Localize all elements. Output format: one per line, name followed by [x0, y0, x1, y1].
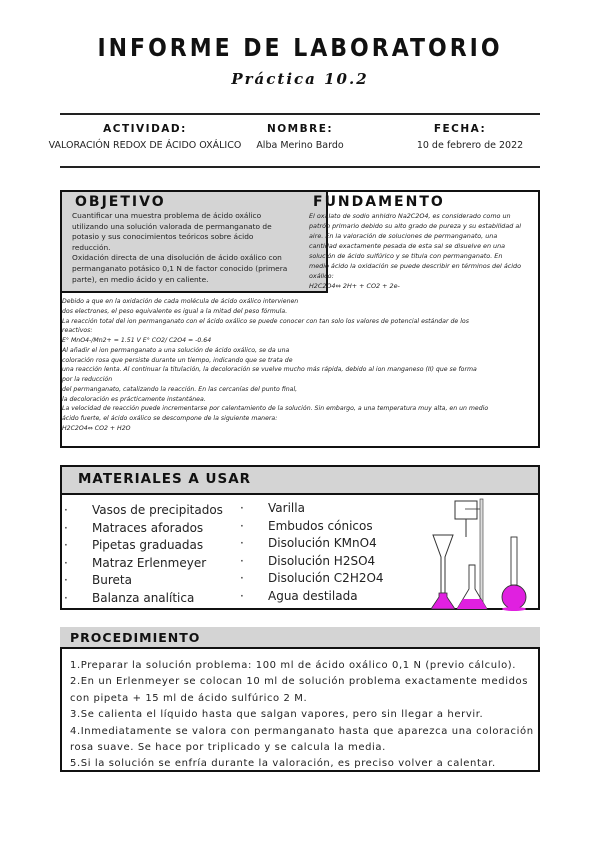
fundamento-text	[309, 211, 541, 291]
lab-glassware-icon	[425, 497, 535, 615]
list-item: · Matraces aforados	[64, 520, 204, 535]
fundamento-line: patrón primario debido su alto grado de pureza y su estabilidad al	[309, 222, 522, 230]
body-line: Al añadir el ion permanganato a una solución de ácido oxálico, se da una	[62, 346, 290, 354]
header-divider	[60, 166, 540, 168]
list-item: · Disolución C2H2O4	[240, 571, 384, 585]
objetivo-line: reducción.	[72, 242, 111, 252]
fundamento-title: FUNDAMENTO	[313, 194, 445, 210]
objetivo-title: OBJETIVO	[75, 194, 166, 210]
name-value: Alba Merino Bardo	[256, 140, 344, 151]
objetivo-line: utilizando una solución valorada de permanganato de	[72, 221, 272, 231]
report-title: INFORME DE LABORATORIO	[97, 34, 503, 63]
list-item: · Balanza analítica	[64, 590, 195, 605]
top-divider	[60, 113, 540, 115]
activity-label: ACTIVIDAD:	[103, 123, 187, 135]
activity-value: VALORACIÓN REDOX DE ÁCIDO OXÁLICO	[48, 140, 242, 151]
fundamento-line: oxálico:	[309, 272, 334, 280]
list-item: · Agua destilada	[240, 588, 358, 603]
body-line: del permanganato, catalizando la reacción. En las cercanías del punto final,	[62, 385, 298, 393]
materiales-title: MATERIALES A USAR	[78, 471, 252, 487]
body-line: una reacción lenta. Al continuar la titulación, la decoloración se vuelve mucho más rápida, debido al ion manganeso (II) que se forma	[62, 366, 477, 374]
fundamento-line: cantidad exactamente pesada de esta sal se disuelve en una	[309, 242, 506, 250]
body-line: E° MnO4-/Mn2+ = 1.51 V E° CO2/ C2O4 = -0.64	[62, 337, 212, 344]
list-item: · Pipetas graduadas	[64, 538, 204, 552]
list-item: · Disolución H2SO4	[240, 553, 376, 568]
procedure-step: 1.Preparar la solución problema: 100 ml de ácido oxálico 0,1 N (previo cálculo).	[70, 660, 517, 671]
list-item: · Varilla	[240, 501, 305, 515]
procedimiento-steps	[70, 658, 534, 773]
body-line: Debido a que en la oxidación de cada molécula de ácido oxálico intervienen	[62, 298, 299, 305]
fundamento-line: H2C2O4⇔ 2H+ + CO2 + 2e-	[309, 282, 400, 290]
procedure-step: 2.En un Erlenmeyer se colocan 10 ml de solución problema exactamente medidos	[70, 676, 529, 688]
objetivo-line: Cuantificar una muestra problema de ácido oxálico	[72, 211, 262, 220]
list-item: · Vasos de precipitados	[64, 503, 223, 517]
objetivo-line: Oxidación directa de una disolución de ácido oxálico con	[72, 253, 282, 263]
objetivo-line: parte), en medio ácido y en caliente.	[72, 274, 209, 284]
fundamento-line: medio ácido la oxidación se puede describir en términos del ácido	[309, 262, 522, 270]
materiales-list-left	[64, 502, 223, 607]
body-line: La velocidad de reacción puede incrementarse por calentamiento de la solución. Sin embargo, a una temperatura muy alta, en un medio	[62, 405, 489, 413]
procedure-step: rosa suave. Se hace por triplicado y se calcula la media.	[70, 742, 386, 754]
list-item: · Disolución KMnO4	[240, 536, 377, 550]
list-item: · Embudos cónicos	[240, 518, 373, 533]
objetivo-text	[72, 211, 310, 285]
list-item: · Matraz Erlenmeyer	[64, 555, 207, 570]
body-line: H2C2O4⇔ CO2 + H2O	[62, 424, 131, 432]
date-value: 10 de febrero de 2022	[416, 140, 524, 151]
practice-subtitle: Práctica 10.2	[231, 70, 369, 88]
objetivo-line: potasio y sus conocimientos teóricos sobre ácido	[72, 232, 254, 242]
procedimiento-title: PROCEDIMIENTO	[70, 630, 201, 645]
body-line: reactivos:	[62, 327, 93, 335]
fundamento-line: El oxalato de sodio anhidro Na2C2O4, es considerado como un	[309, 212, 511, 220]
body-line: La reacción total del ion permanganato con el ácido oxálico se puede conocer con tan solo los valores de potencial estándar de los	[62, 317, 469, 325]
body-line: por la reducción	[62, 376, 113, 383]
procedure-step: 3.Se calienta el líquido hasta que salgan vapores, pero sin llegar a hervir.	[70, 709, 484, 721]
list-item: · Bureta	[64, 573, 132, 587]
body-line: dos electrones, el peso equivalente es igual a la mitad del peso fórmula.	[62, 307, 288, 315]
fundamento-line: solución de ácido sulfúrico y se titula con permanganato. En	[309, 252, 503, 260]
procedure-step: 5.Si la solución se enfría durante la valoración, es preciso volver a calentar.	[70, 758, 496, 770]
date-label: FECHA:	[433, 123, 487, 135]
fundamento-line: aire. En la valoración de soluciones de permanganato, una	[309, 232, 498, 240]
materiales-list-right	[240, 500, 384, 605]
body-line: ácido fuerte, el ácido oxálico se descompone de la siguiente manera:	[62, 415, 278, 422]
body-line: la decoloración es prácticamente instantánea.	[62, 395, 206, 403]
fundamento-body	[62, 297, 542, 434]
objetivo-line: permanganato potásico 0,1 N de factor conocido (primera	[72, 263, 288, 273]
procedure-step: con pipeta + 15 ml de ácido sulfúrico 2 M.	[70, 692, 308, 704]
body-line: coloración rosa que persiste durante un tiempo, indicando que se trata de	[62, 356, 293, 364]
procedure-step: 4.Inmediatamente se valora con permanganato hasta que aparezca una coloración	[70, 725, 534, 737]
name-label: NOMBRE:	[266, 123, 334, 135]
